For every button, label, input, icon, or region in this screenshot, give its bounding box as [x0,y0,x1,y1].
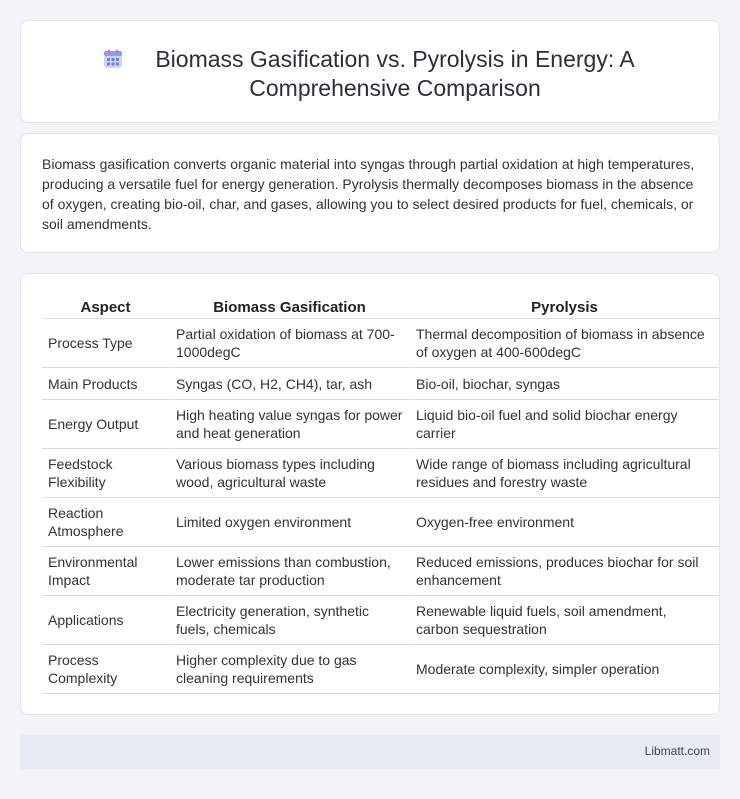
table-row [42,498,719,547]
intro-paragraph: Biomass gasification converts organic material into syngas through partial oxidation at high temperatures, producing a versatile fuel for energy generation. Pyrolysis thermally decomposes biomass in the absence of oxygen, creating bio-oil, char, and gases, allowing you to select desired products for fuel, chemicals, or soil amendments. [42,156,695,232]
table-row [42,547,719,596]
row-pyrolysis: Bio-oil, biochar, syngas [409,368,719,400]
comparison-table [42,292,719,694]
table-row [42,319,719,368]
row-gasification: Electricity generation, synthetic fuels, chemicals [169,596,409,645]
row-pyrolysis: Liquid bio-oil fuel and solid biochar energy carrier [409,400,719,449]
row-aspect: Process Complexity [42,645,169,694]
table-header-row [42,292,719,319]
table-row [42,596,719,645]
table-row [42,449,719,498]
row-gasification: Lower emissions than combustion, moderate tar production [169,547,409,596]
column-header-gasification: Biomass Gasification [169,292,409,319]
row-pyrolysis: Thermal decomposition of biomass in absence of oxygen at 400-600degC [409,319,719,368]
table-row [42,400,719,449]
row-aspect: Main Products [42,368,169,400]
table-row [42,645,719,694]
page-title: Biomass Gasification vs. Pyrolysis in Energy: A Comprehensive Comparison [155,46,635,101]
footer-bar [20,735,720,769]
row-aspect: Applications [42,596,169,645]
row-pyrolysis: Wide range of biomass including agricultural residues and forestry waste [409,449,719,498]
row-gasification: High heating value syngas for power and heat generation [169,400,409,449]
intro-card [20,133,720,253]
row-gasification: Higher complexity due to gas cleaning requirements [169,645,409,694]
row-pyrolysis: Moderate complexity, simpler operation [409,645,719,694]
row-pyrolysis: Reduced emissions, produces biochar for soil enhancement [409,547,719,596]
row-aspect: Environmental Impact [42,547,169,596]
comparison-table-card [20,273,720,715]
title-card [20,20,720,123]
row-gasification: Partial oxidation of biomass at 700-1000degC [169,319,409,368]
row-gasification: Limited oxygen environment [169,498,409,547]
row-aspect: Process Type [42,319,169,368]
footer-brand-link[interactable]: Libmatt.com [644,744,710,758]
row-gasification: Syngas (CO, H2, CH4), tar, ash [169,368,409,400]
row-gasification: Various biomass types including wood, agricultural waste [169,449,409,498]
row-pyrolysis: Renewable liquid fuels, soil amendment, carbon sequestration [409,596,719,645]
row-aspect: Feedstock Flexibility [42,449,169,498]
row-aspect: Reaction Atmosphere [42,498,169,547]
column-header-aspect: Aspect [42,292,169,319]
row-aspect: Energy Output [42,400,169,449]
row-pyrolysis: Oxygen-free environment [409,498,719,547]
table-row [42,368,719,400]
column-header-pyrolysis: Pyrolysis [409,292,719,319]
